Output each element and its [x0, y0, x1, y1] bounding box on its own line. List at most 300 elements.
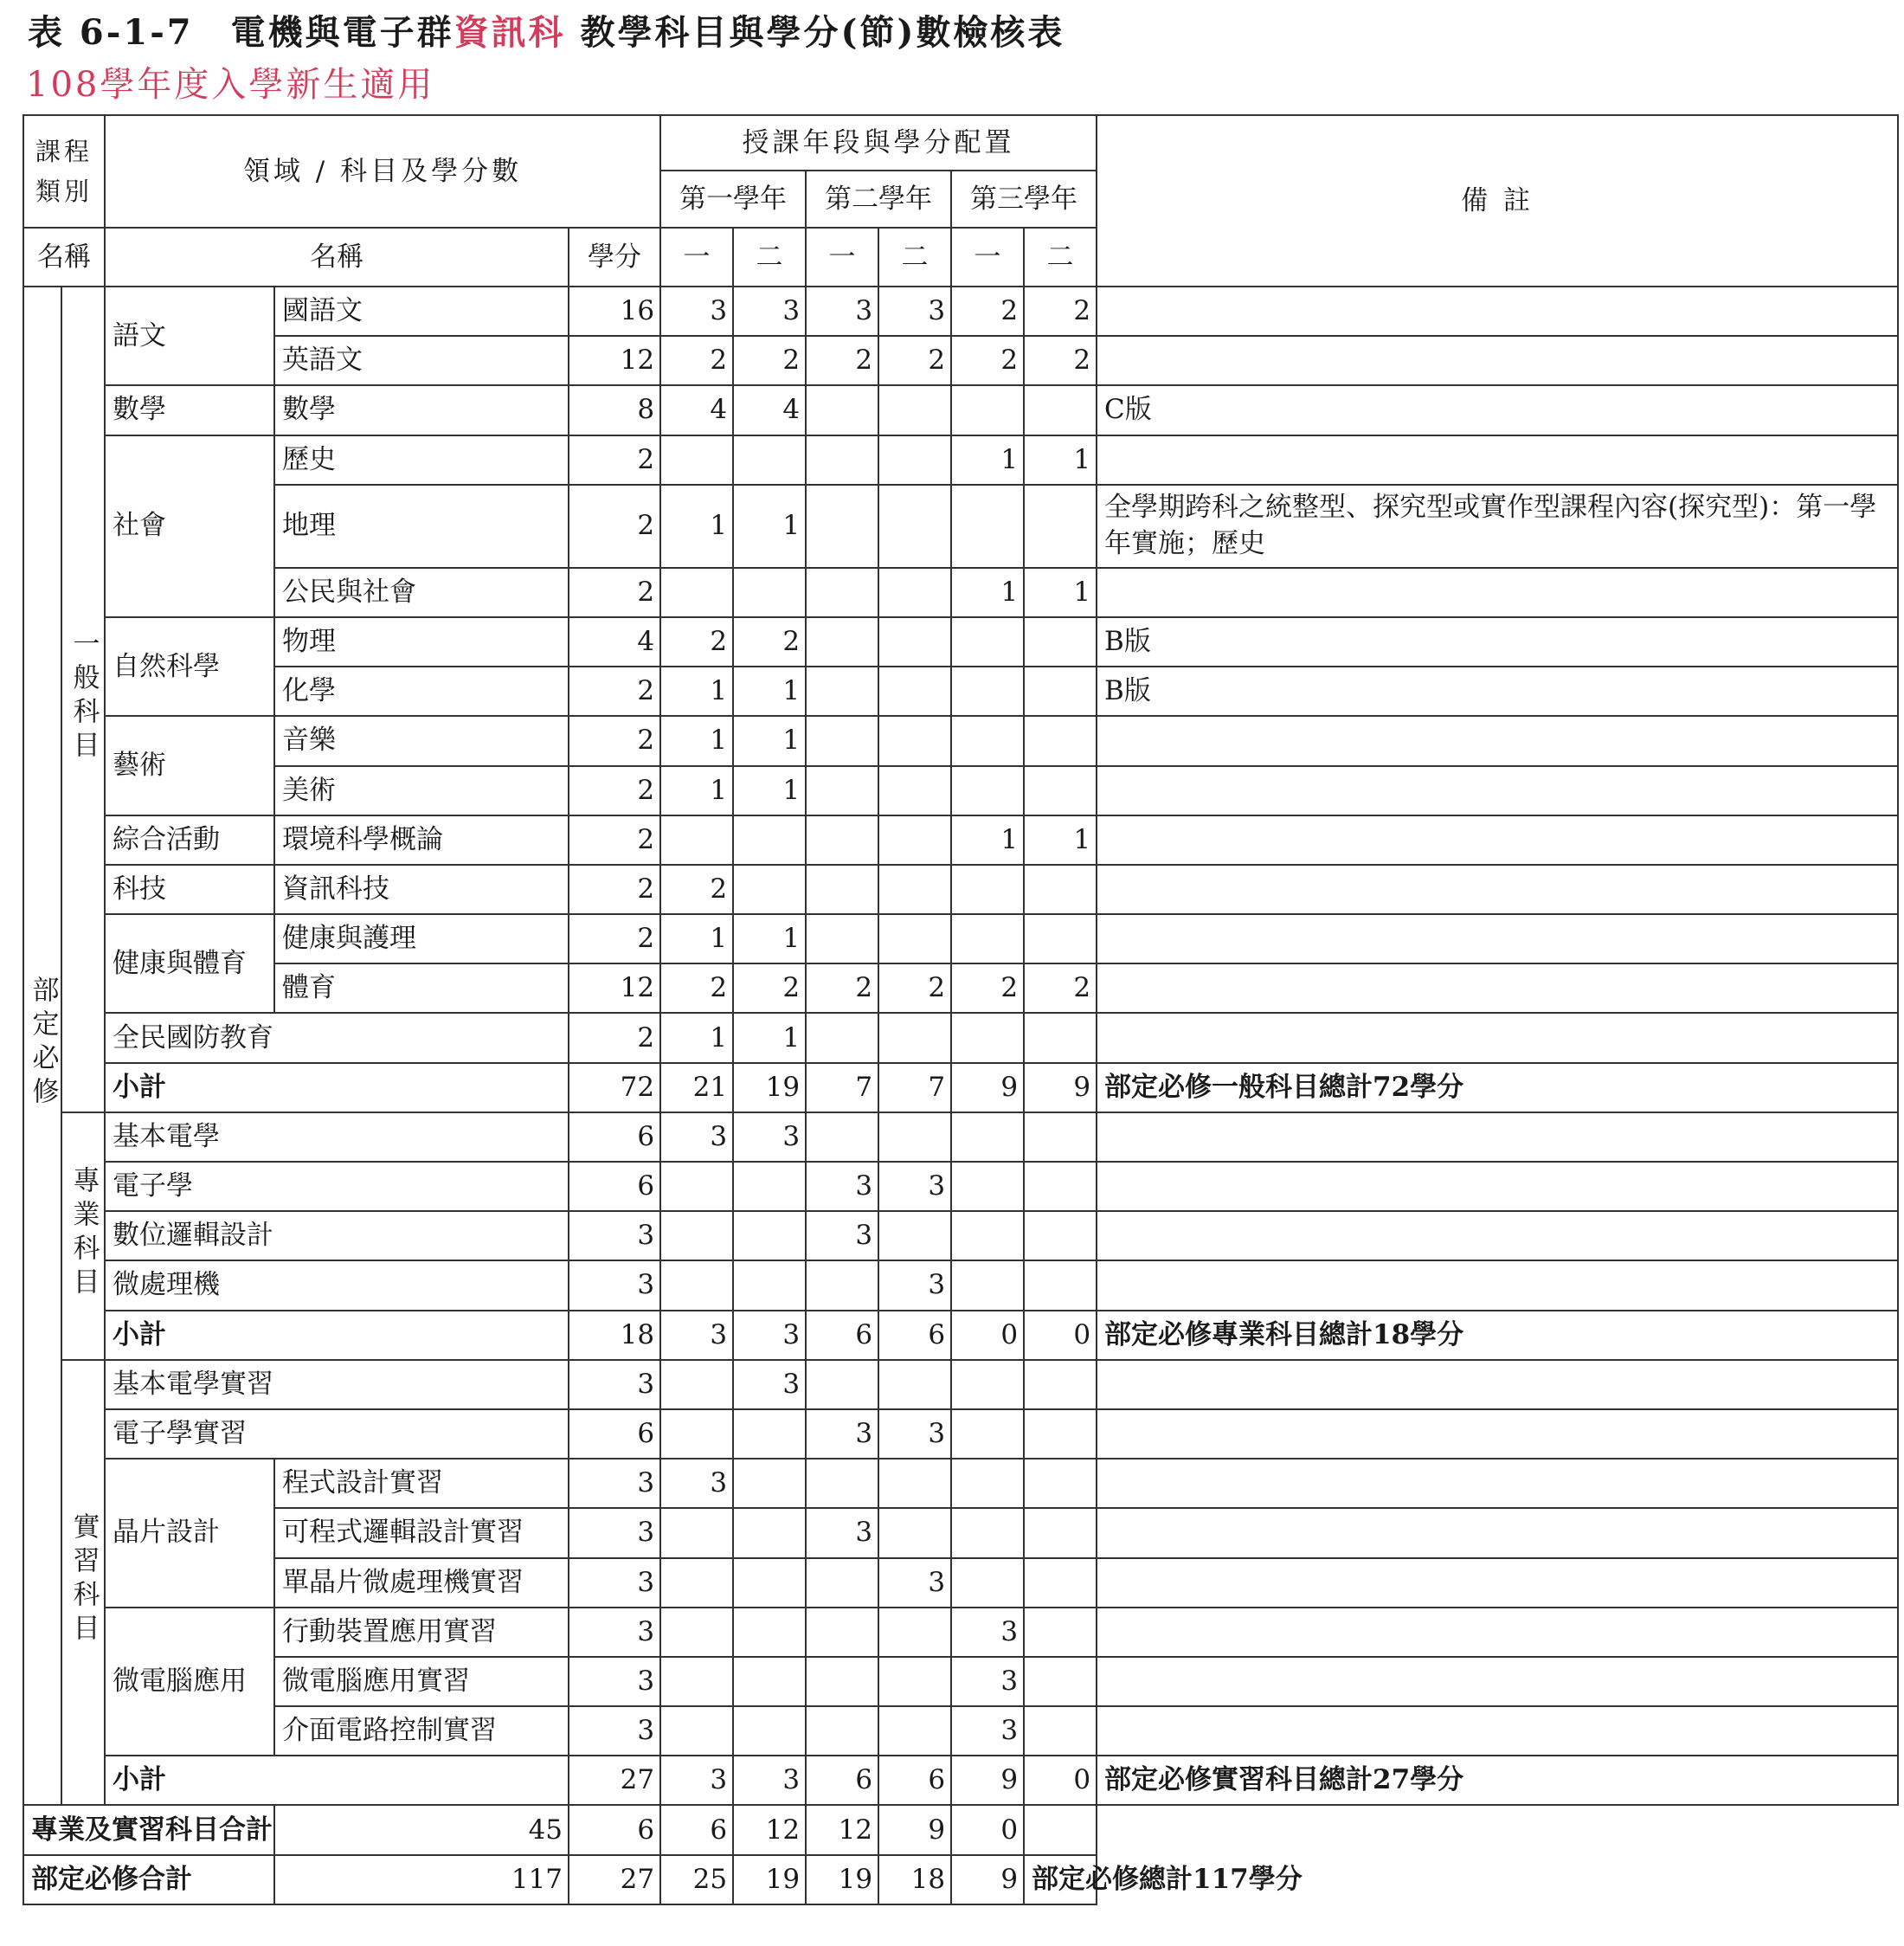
semester-credit-cell: 2 — [951, 336, 1024, 385]
semester-credit-cell: 1 — [1024, 815, 1097, 865]
semester-credit-cell — [733, 865, 806, 914]
domain-subject-header: 領域 / 科目及學分數 — [105, 115, 660, 228]
semester-credit-cell — [878, 1508, 951, 1557]
subject-cell: 微電腦應用實習 — [274, 1657, 569, 1706]
semester-credit-cell — [878, 667, 951, 716]
credits-cell: 3 — [569, 1459, 660, 1508]
table-row — [23, 1211, 1898, 1260]
semester-credit-cell: 4 — [660, 385, 733, 435]
semester-credit-cell: 9 — [951, 1063, 1024, 1112]
semester-credit-cell: 27 — [569, 1855, 660, 1904]
semester-credit-cell — [1024, 1608, 1097, 1657]
semester-credit-cell — [733, 1409, 806, 1459]
semester-credit-cell — [951, 1409, 1024, 1459]
credits-cell: 2 — [569, 1013, 660, 1062]
subtotal-label: 小計 — [105, 1063, 569, 1112]
subtotal-label: 小計 — [105, 1311, 569, 1360]
total-label: 部定必修合計 — [23, 1855, 274, 1904]
semester-credit-cell: 6 — [806, 1756, 878, 1805]
table-row — [23, 617, 1898, 667]
semester-credit-cell: 1 — [733, 914, 806, 963]
semester-credit-cell — [878, 1211, 951, 1260]
semester-credit-cell — [806, 1558, 878, 1608]
table-row — [23, 1260, 1898, 1310]
semester-credit-cell: 3 — [733, 287, 806, 336]
semester-header: 一 — [951, 228, 1024, 287]
domain-cell: 晶片設計 — [105, 1459, 274, 1608]
remark-cell — [1097, 1558, 1898, 1608]
semester-credit-cell: 0 — [1024, 1756, 1097, 1805]
semester-credit-cell: 1 — [660, 914, 733, 963]
semester-credit-cell: 19 — [733, 1855, 806, 1904]
semester-credit-cell: 9 — [1024, 1063, 1097, 1112]
credits-cell: 4 — [569, 617, 660, 667]
semester-credit-cell — [733, 1657, 806, 1706]
semester-credit-cell — [733, 1508, 806, 1557]
subtotal-row — [23, 1311, 1898, 1360]
semester-credit-cell — [660, 1608, 733, 1657]
semester-credit-cell — [951, 716, 1024, 765]
remark-cell — [1097, 1162, 1898, 1211]
subject-cell: 電子學實習 — [105, 1409, 569, 1459]
credits-cell: 2 — [569, 865, 660, 914]
semester-credit-cell: 1 — [733, 485, 806, 568]
semester-credit-cell — [1024, 667, 1097, 716]
semester-credit-cell — [733, 1706, 806, 1756]
subject-cell: 地理 — [274, 485, 569, 568]
semester-credit-cell — [951, 1112, 1024, 1162]
semester-credit-cell — [733, 1260, 806, 1310]
credits-cell: 117 — [274, 1855, 569, 1904]
semester-credit-cell: 1 — [733, 716, 806, 765]
remark-cell — [1097, 914, 1898, 963]
subject-cell: 物理 — [274, 617, 569, 667]
table-row — [23, 716, 1898, 765]
semester-credit-cell: 2 — [1024, 287, 1097, 336]
semester-credit-cell: 3 — [878, 1558, 951, 1608]
semester-credit-cell — [806, 1360, 878, 1409]
semester-credit-cell — [1024, 1360, 1097, 1409]
semester-credit-cell — [951, 1558, 1024, 1608]
semester-credit-cell: 1 — [733, 1013, 806, 1062]
semester-credit-cell: 3 — [660, 287, 733, 336]
table-row — [23, 1459, 1898, 1508]
semester-credit-cell — [806, 1608, 878, 1657]
subject-cell: 基本電學 — [105, 1112, 569, 1162]
semester-credit-cell: 7 — [878, 1063, 951, 1112]
semester-credit-cell — [1024, 1409, 1097, 1459]
practice-category — [61, 1360, 105, 1806]
semester-credit-cell: 3 — [733, 1360, 806, 1409]
credits-cell: 27 — [569, 1756, 660, 1805]
semester-credit-cell — [878, 385, 951, 435]
table-row — [23, 485, 1898, 568]
domain-cell: 健康與體育 — [105, 914, 274, 1013]
semester-credit-cell — [951, 667, 1024, 716]
semester-credit-cell — [1024, 865, 1097, 914]
semester-credit-cell — [660, 1558, 733, 1608]
remark-cell: 部定必修總計117學分 — [1024, 1855, 1097, 1904]
semester-credit-cell — [878, 1360, 951, 1409]
semester-header: 一 — [660, 228, 733, 287]
semester-credit-cell — [1024, 1706, 1097, 1756]
practice-category-label: 實習科目 — [68, 1512, 100, 1648]
semester-credit-cell: 6 — [878, 1311, 951, 1360]
semester-credit-cell — [1024, 766, 1097, 815]
table-row — [23, 914, 1898, 963]
semester-credit-cell — [1024, 1162, 1097, 1211]
credits-cell: 2 — [569, 766, 660, 815]
semester-credit-cell: 1 — [1024, 568, 1097, 617]
semester-credit-cell — [660, 815, 733, 865]
page-subtitle: 108學年度入學新生適用 — [26, 65, 435, 105]
semester-credit-cell: 3 — [660, 1311, 733, 1360]
semester-credit-cell — [806, 667, 878, 716]
remark-cell — [1097, 766, 1898, 815]
remark-cell — [1097, 1459, 1898, 1508]
remark-cell — [1097, 815, 1898, 865]
subject-cell: 程式設計實習 — [274, 1459, 569, 1508]
semester-credit-cell: 9 — [878, 1805, 951, 1854]
semester-credit-cell — [806, 815, 878, 865]
semester-credit-cell: 3 — [660, 1756, 733, 1805]
semester-credit-cell — [1024, 1459, 1097, 1508]
course-category-header: 課程 類別 — [23, 115, 105, 228]
remark-cell — [1097, 1657, 1898, 1706]
semester-credit-cell — [878, 1112, 951, 1162]
total-row — [23, 1855, 1898, 1904]
subject-cell: 英語文 — [274, 336, 569, 385]
semester-credit-cell — [951, 485, 1024, 568]
subject-cell: 單晶片微處理機實習 — [274, 1558, 569, 1608]
table-row — [23, 1013, 1898, 1062]
page-title — [28, 5, 1065, 55]
credits-cell: 2 — [569, 485, 660, 568]
table-row — [23, 1112, 1898, 1162]
credits-header: 學分 — [569, 228, 660, 287]
table-row — [23, 287, 1898, 336]
semester-credit-cell: 6 — [878, 1756, 951, 1805]
semester-credit-cell: 0 — [951, 1805, 1024, 1854]
credits-cell: 12 — [569, 963, 660, 1013]
domain-cell: 微電腦應用 — [105, 1608, 274, 1756]
semester-credit-cell: 2 — [806, 336, 878, 385]
semester-credit-cell: 1 — [660, 766, 733, 815]
remark-cell: C版 — [1097, 385, 1898, 435]
table-row — [23, 336, 1898, 385]
subject-cell: 健康與護理 — [274, 914, 569, 963]
semester-credit-cell: 9 — [951, 1855, 1024, 1904]
semester-credit-cell — [951, 1013, 1024, 1062]
subject-cell: 公民與社會 — [274, 568, 569, 617]
semester-credit-cell — [806, 485, 878, 568]
credits-cell: 3 — [569, 1608, 660, 1657]
subject-cell: 電子學 — [105, 1162, 569, 1211]
semester-credit-cell: 2 — [951, 963, 1024, 1013]
semester-credit-cell: 3 — [951, 1657, 1024, 1706]
subtotal-row — [23, 1756, 1898, 1805]
remark-cell — [1097, 716, 1898, 765]
semester-credit-cell: 1 — [660, 1013, 733, 1062]
title-prefix: 表 6-1-7 電機與電子群 — [28, 12, 454, 53]
credits-cell: 3 — [569, 1706, 660, 1756]
semester-credit-cell — [660, 1162, 733, 1211]
semester-credit-cell: 3 — [733, 1112, 806, 1162]
semester-credit-cell — [951, 865, 1024, 914]
semester-credit-cell: 1 — [951, 568, 1024, 617]
credits-cell: 2 — [569, 568, 660, 617]
semester-credit-cell — [878, 1608, 951, 1657]
professional-category-label: 專業科目 — [68, 1165, 100, 1301]
semester-credit-cell — [1024, 914, 1097, 963]
semester-credit-cell — [951, 1211, 1024, 1260]
year2-header: 第二學年 — [806, 171, 951, 228]
semester-credit-cell — [806, 435, 878, 485]
subject-cell: 基本電學實習 — [105, 1360, 569, 1409]
remark-cell: B版 — [1097, 667, 1898, 716]
semester-credit-cell — [1024, 1657, 1097, 1706]
semester-credit-cell: 3 — [806, 1508, 878, 1557]
remark-cell — [1097, 1508, 1898, 1557]
remark-cell — [1097, 1260, 1898, 1310]
semester-credit-cell — [660, 1360, 733, 1409]
remark-cell — [1097, 963, 1898, 1013]
semester-credit-cell: 2 — [878, 336, 951, 385]
credits-cell: 18 — [569, 1311, 660, 1360]
credits-cell: 2 — [569, 914, 660, 963]
semester-credit-cell — [806, 865, 878, 914]
subject-cell: 全民國防教育 — [105, 1013, 569, 1062]
semester-credit-cell: 1 — [733, 667, 806, 716]
semester-credit-cell: 3 — [806, 1162, 878, 1211]
header-row-1 — [23, 115, 1898, 171]
semester-credit-cell — [806, 568, 878, 617]
semester-credit-cell: 2 — [660, 963, 733, 1013]
credits-cell: 2 — [569, 667, 660, 716]
domain-cell: 藝術 — [105, 716, 274, 815]
semester-credit-cell — [878, 1013, 951, 1062]
semester-credit-cell — [806, 1706, 878, 1756]
credits-cell: 2 — [569, 435, 660, 485]
remarks-header: 備 註 — [1097, 115, 1898, 287]
semester-credit-cell — [951, 1508, 1024, 1557]
subject-name-header: 名稱 — [105, 228, 569, 287]
table-row — [23, 435, 1898, 485]
semester-credit-cell — [1024, 485, 1097, 568]
semester-credit-cell — [1024, 617, 1097, 667]
domain-cell: 綜合活動 — [105, 815, 274, 865]
credits-cell: 3 — [569, 1211, 660, 1260]
semester-credit-cell — [878, 1706, 951, 1756]
subject-cell: 環境科學概論 — [274, 815, 569, 865]
semester-credit-cell: 0 — [951, 1311, 1024, 1360]
semester-credit-cell — [733, 815, 806, 865]
table-row — [23, 1558, 1898, 1608]
semester-credit-cell: 25 — [660, 1855, 733, 1904]
semester-credit-cell: 2 — [733, 963, 806, 1013]
semester-credit-cell — [660, 1260, 733, 1310]
semester-credit-cell: 2 — [660, 617, 733, 667]
semester-header: 一 — [806, 228, 878, 287]
semester-credit-cell: 3 — [806, 287, 878, 336]
semester-credit-cell: 2 — [660, 336, 733, 385]
semester-credit-cell: 1 — [660, 667, 733, 716]
semester-credit-cell: 3 — [878, 1162, 951, 1211]
semester-credit-cell: 18 — [878, 1855, 951, 1904]
semester-credit-cell — [806, 766, 878, 815]
credits-cell: 3 — [569, 1657, 660, 1706]
table-row — [23, 865, 1898, 914]
subject-cell: 歷史 — [274, 435, 569, 485]
semester-credit-cell — [878, 1657, 951, 1706]
semester-credit-cell: 19 — [733, 1063, 806, 1112]
semester-header: 二 — [878, 228, 951, 287]
semester-credit-cell: 12 — [806, 1805, 878, 1854]
credit-check-table — [23, 114, 1899, 1905]
semester-credit-cell — [806, 617, 878, 667]
semester-credit-cell — [806, 1459, 878, 1508]
semester-credit-cell — [1024, 1013, 1097, 1062]
semester-credit-cell: 2 — [806, 963, 878, 1013]
subject-cell: 音樂 — [274, 716, 569, 765]
semester-credit-cell: 3 — [878, 287, 951, 336]
remark-cell — [1097, 1013, 1898, 1062]
table-row — [23, 963, 1898, 1013]
semester-credit-cell — [733, 1162, 806, 1211]
subject-cell: 化學 — [274, 667, 569, 716]
title-suffix: 教學科目與學分(節)數檢核表 — [565, 12, 1065, 53]
total-row — [23, 1805, 1898, 1854]
subject-cell: 可程式邏輯設計實習 — [274, 1508, 569, 1557]
table-row — [23, 1608, 1898, 1657]
semester-credit-cell — [733, 1459, 806, 1508]
semester-credit-cell — [1024, 716, 1097, 765]
semester-credit-cell: 2 — [733, 336, 806, 385]
subject-cell: 微處理機 — [105, 1260, 569, 1310]
table-row — [23, 1409, 1898, 1459]
semester-credit-cell: 3 — [733, 1756, 806, 1805]
semester-credit-cell — [660, 1508, 733, 1557]
subject-cell: 美術 — [274, 766, 569, 815]
semester-credit-cell — [951, 617, 1024, 667]
table-row — [23, 815, 1898, 865]
semester-credit-cell: 21 — [660, 1063, 733, 1112]
credits-cell: 3 — [569, 1360, 660, 1409]
table-row — [23, 1508, 1898, 1557]
semester-credit-cell — [660, 1706, 733, 1756]
credits-cell: 3 — [569, 1508, 660, 1557]
semester-credit-cell — [660, 1409, 733, 1459]
subject-cell: 數位邏輯設計 — [105, 1211, 569, 1260]
remark-cell: 部定必修實習科目總計27學分 — [1097, 1756, 1898, 1805]
semester-credit-cell — [951, 1459, 1024, 1508]
semester-credit-cell: 3 — [951, 1706, 1024, 1756]
credits-cell: 6 — [569, 1112, 660, 1162]
semester-header: 二 — [733, 228, 806, 287]
semester-credit-cell: 3 — [660, 1112, 733, 1162]
credits-cell: 6 — [569, 1162, 660, 1211]
semester-credit-cell: 3 — [733, 1311, 806, 1360]
semester-credit-cell — [951, 1162, 1024, 1211]
semester-credit-cell: 4 — [733, 385, 806, 435]
semester-credit-cell — [878, 617, 951, 667]
semester-credit-cell: 12 — [733, 1805, 806, 1854]
semester-credit-cell: 3 — [878, 1260, 951, 1310]
semester-credit-cell — [951, 1260, 1024, 1310]
general-category-label: 一般科目 — [68, 628, 100, 764]
remark-cell — [1097, 435, 1898, 485]
semester-credit-cell — [1024, 1260, 1097, 1310]
table-row — [23, 1360, 1898, 1409]
semester-credit-cell — [951, 914, 1024, 963]
credits-cell: 3 — [569, 1558, 660, 1608]
semester-credit-cell: 9 — [951, 1756, 1024, 1805]
semester-credit-cell — [878, 716, 951, 765]
total-label: 專業及實習科目合計 — [23, 1805, 274, 1854]
semester-credit-cell — [806, 385, 878, 435]
semester-credit-cell: 3 — [951, 1608, 1024, 1657]
semester-credit-cell — [660, 568, 733, 617]
table-row — [23, 1657, 1898, 1706]
subject-cell: 數學 — [274, 385, 569, 435]
semester-credit-cell: 6 — [569, 1805, 660, 1854]
semester-credit-cell — [806, 914, 878, 963]
semester-credit-cell: 1 — [951, 815, 1024, 865]
credits-cell: 2 — [569, 716, 660, 765]
required-category — [23, 287, 61, 1805]
semester-credit-cell: 3 — [878, 1409, 951, 1459]
subject-cell: 資訊科技 — [274, 865, 569, 914]
semester-credit-cell: 6 — [806, 1311, 878, 1360]
semester-credit-cell: 3 — [806, 1409, 878, 1459]
semester-credit-cell — [733, 435, 806, 485]
semester-credit-cell: 2 — [1024, 963, 1097, 1013]
semester-credit-cell: 0 — [1024, 1311, 1097, 1360]
semester-credit-cell — [951, 1360, 1024, 1409]
domain-cell: 語文 — [105, 287, 274, 385]
year1-header: 第一學年 — [660, 171, 806, 228]
credits-cell: 45 — [274, 1805, 569, 1854]
remark-cell — [1097, 568, 1898, 617]
semester-credit-cell: 2 — [1024, 336, 1097, 385]
table-row — [23, 385, 1898, 435]
subject-cell: 體育 — [274, 963, 569, 1013]
credits-cell: 3 — [569, 1260, 660, 1310]
credits-cell: 2 — [569, 815, 660, 865]
semester-credit-cell — [951, 766, 1024, 815]
domain-cell: 社會 — [105, 435, 274, 617]
credits-cell: 6 — [569, 1409, 660, 1459]
remark-cell — [1097, 1409, 1898, 1459]
domain-cell: 科技 — [105, 865, 274, 914]
table-row — [23, 568, 1898, 617]
semester-credit-cell: 1 — [660, 716, 733, 765]
semester-credit-cell: 2 — [878, 963, 951, 1013]
semester-credit-cell: 2 — [733, 617, 806, 667]
remark-cell: 部定必修一般科目總計72學分 — [1097, 1063, 1898, 1112]
year3-header: 第三學年 — [951, 171, 1097, 228]
semester-header: 二 — [1024, 228, 1097, 287]
remark-cell: 全學期跨科之統整型、探究型或實作型課程內容(探究型)：第一學年實施；歷史 — [1097, 485, 1898, 568]
table-row — [23, 1162, 1898, 1211]
semester-credit-cell: 19 — [806, 1855, 878, 1904]
semester-credit-cell — [660, 435, 733, 485]
semester-credit-cell — [951, 385, 1024, 435]
domain-cell: 自然科學 — [105, 617, 274, 716]
allocation-header: 授課年段與學分配置 — [660, 115, 1097, 171]
required-category-label: 部定必修 — [27, 976, 59, 1112]
semester-credit-cell — [806, 1013, 878, 1062]
